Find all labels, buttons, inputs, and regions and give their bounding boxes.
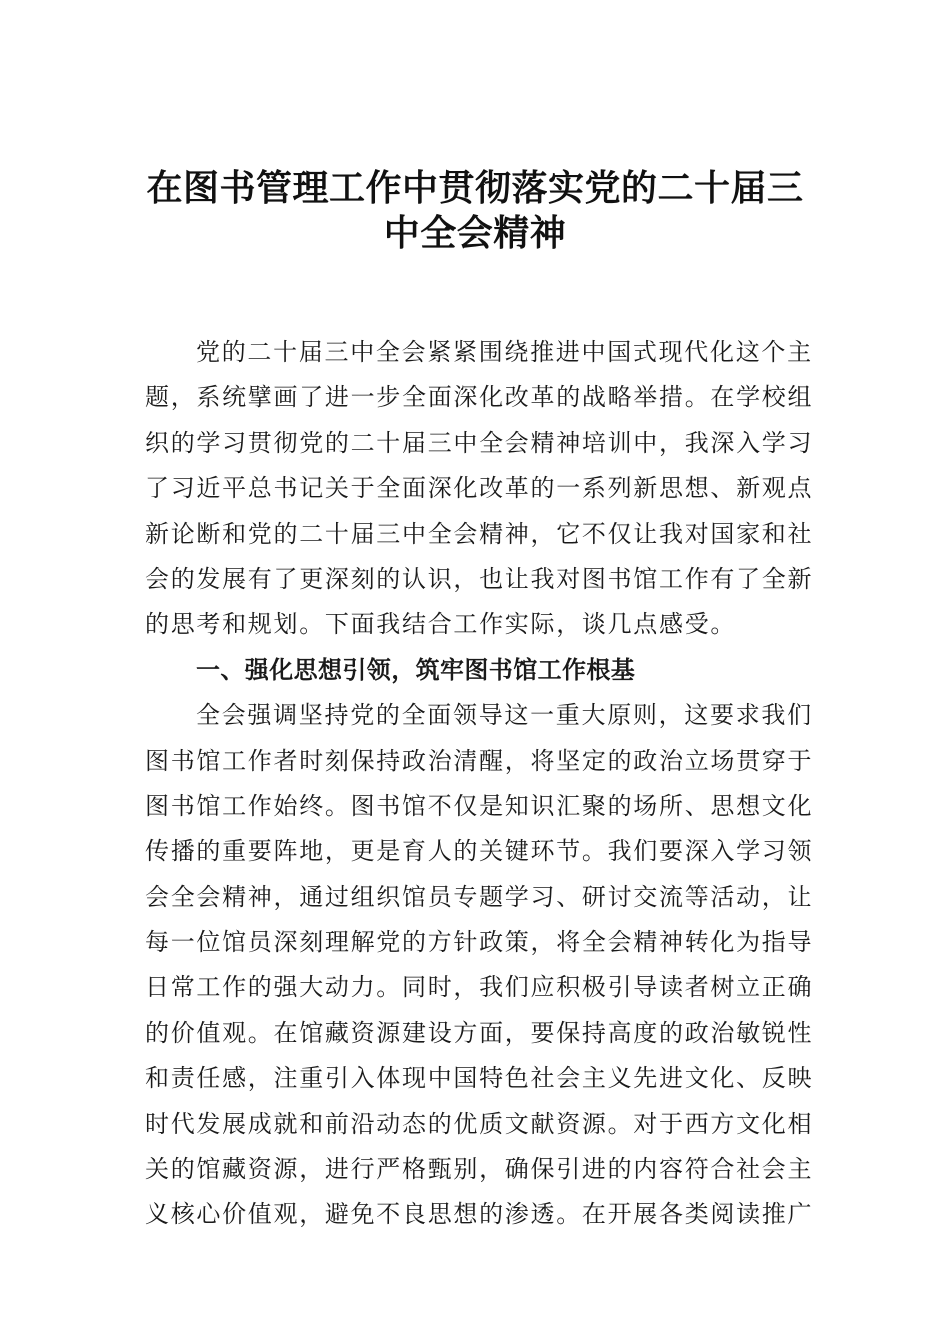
paragraph-line: 图书馆工作始终。图书馆不仅是知识汇聚的场所、思想文化: [145, 791, 814, 820]
paragraph-line: 义核心价值观，避免不良思想的渗透。在开展各类阅读推广: [145, 1200, 814, 1229]
paragraph-line: 了习近平总书记关于全面深化改革的一系列新思想、新观点: [145, 474, 814, 503]
paragraph-line: 关的馆藏资源，进行严格甄别，确保引进的内容符合社会主: [145, 1155, 814, 1184]
paragraph-line: 时代发展成就和前沿动态的优质文献资源。对于西方文化相: [145, 1109, 814, 1138]
paragraph-line: 会的发展有了更深刻的认识，也让我对图书馆工作有了全新: [145, 564, 814, 593]
paragraph-line: 会全会精神，通过组织馆员专题学习、研讨交流等活动，让: [145, 882, 814, 911]
paragraph-line: 的价值观。在馆藏资源建设方面，要保持高度的政治敏锐性: [145, 1018, 814, 1047]
document-title-line-2: 中全会精神: [383, 212, 567, 254]
paragraph-line: 传播的重要阵地，更是育人的关键环节。我们要深入学习领: [145, 837, 814, 866]
document-title-line-1: 在图书管理工作中贯彻落实党的二十届三: [146, 167, 804, 209]
section-heading: 一、强化思想引领，筑牢图书馆工作根基: [196, 655, 636, 684]
paragraph-line: 图书馆工作者时刻保持政治清醒，将坚定的政治立场贯穿于: [145, 746, 814, 775]
paragraph-line: 织的学习贯彻党的二十届三中全会精神培训中，我深入学习: [145, 428, 814, 457]
paragraph-line: 的思考和规划。下面我结合工作实际，谈几点感受。: [145, 610, 737, 639]
paragraph-line: 日常工作的强大动力。同时，我们应积极引导读者树立正确: [145, 973, 814, 1002]
paragraph-line: 题，系统擘画了进一步全面深化改革的战略举措。在学校组: [145, 383, 814, 412]
paragraph-line: 每一位馆员深刻理解党的方针政策，将全会精神转化为指导: [145, 928, 814, 957]
paragraph-line: 党的二十届三中全会紧紧围绕推进中国式现代化这个主: [196, 338, 813, 366]
paragraph-line: 和责任感，注重引入体现中国特色社会主义先进文化、反映: [145, 1064, 814, 1093]
paragraph-line: 全会强调坚持党的全面领导这一重大原则，这要求我们: [196, 701, 813, 730]
document-body: [145, 330, 815, 1238]
paragraph-line: 新论断和党的二十届三中全会精神，它不仅让我对国家和社: [145, 519, 814, 548]
